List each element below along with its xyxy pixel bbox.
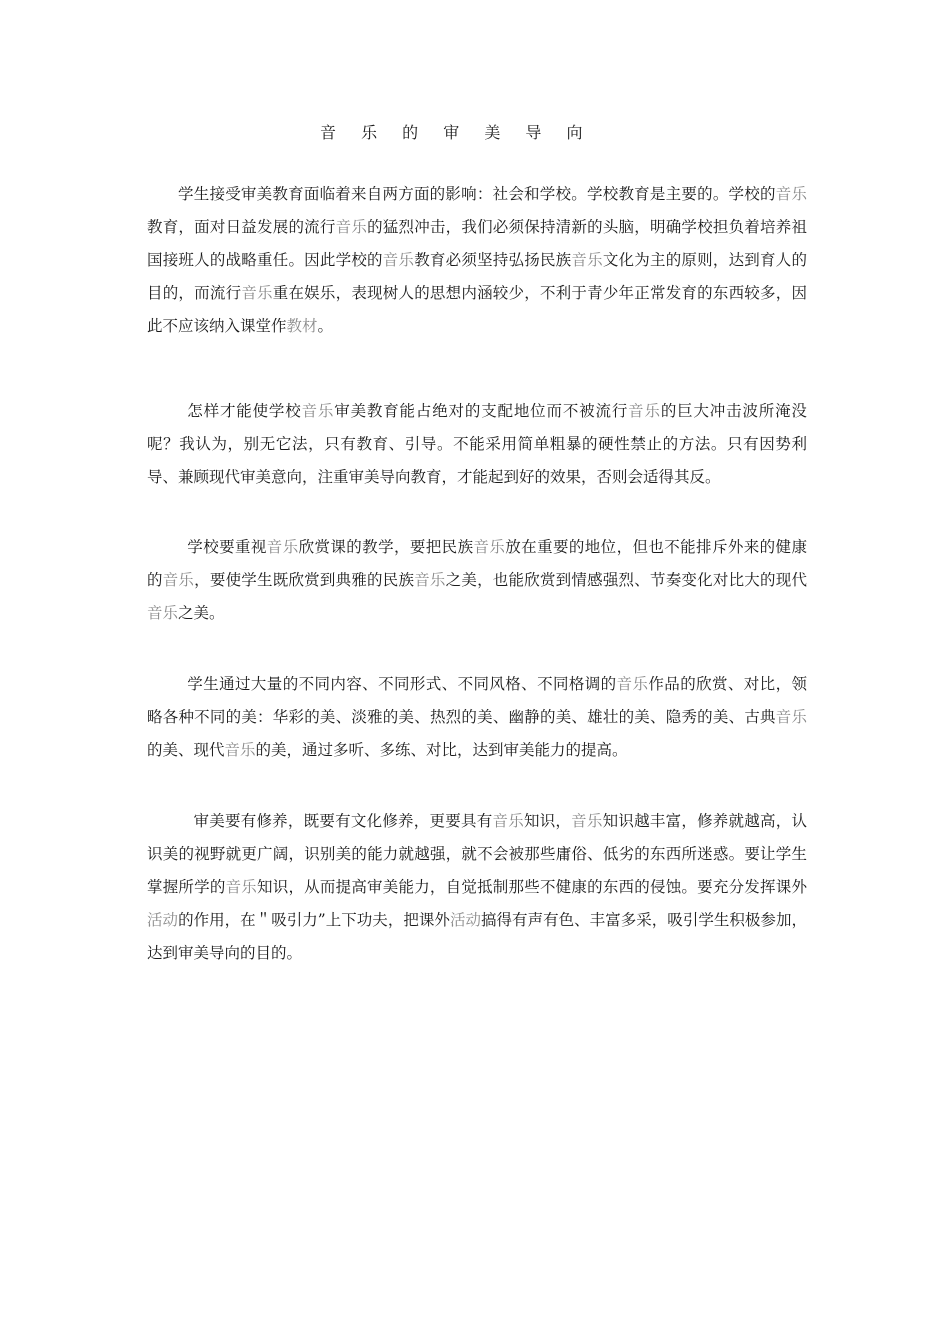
highlighted-term: 音乐 <box>162 571 195 589</box>
text-run: 欣赏课的教学，要把民族 <box>298 538 474 556</box>
highlighted-term: 活动 <box>449 911 481 929</box>
highlighted-term: 音乐 <box>775 708 807 726</box>
text-run: 的巨大冲击波所淹没呢？我认为，别无它法，只有教育、引导。不能采用简单粗暴的硬性禁止的方法。只有因势利导、兼顾现代审美意向，注重审美导向教育，才能起到好的效果，否则会适得其反。 <box>147 402 807 486</box>
text-run: 学生通过大量的不同内容、不同形式、不同风格、不同格调的 <box>187 675 617 693</box>
text-run: 的美、现代 <box>147 741 225 759</box>
highlighted-term: 音乐 <box>225 878 258 896</box>
highlighted-term: 音乐 <box>382 251 415 269</box>
text-run: 。 <box>317 317 334 335</box>
text-run: 搞得有声有色、丰富多采，吸引学生积极参加，达到审美导向的目的。 <box>147 911 807 962</box>
text-run: 学校要重视 <box>187 538 267 556</box>
text-run: 文化为主的原则，达到育人的目的，而流行 <box>147 251 807 302</box>
highlighted-term: 音乐 <box>628 402 661 420</box>
text-run: 之美。 <box>178 604 225 622</box>
highlighted-term: 教材 <box>286 317 318 335</box>
text-run: 审美教育能占绝对的支配地位而不被流行 <box>334 402 629 420</box>
highlighted-term: 音乐 <box>571 251 603 269</box>
highlighted-term: 音乐 <box>571 812 603 830</box>
text-run: 重在娱乐，表现树人的思想内涵较少，不利于青少年正常发育的东西较多，因此不应该纳入课堂作 <box>147 284 807 335</box>
highlighted-term: 音乐 <box>414 571 446 589</box>
highlighted-term: 音乐 <box>147 604 179 622</box>
highlighted-term: 音乐 <box>224 741 256 759</box>
highlighted-term: 活动 <box>147 911 179 929</box>
text-run: 的猛烈冲击，我们必须保持清新的头脑，明确学校担负着培养祖国接班人的战略重任。因此学校的 <box>147 218 807 269</box>
paragraph-5 <box>147 805 807 970</box>
text-run: 知识，从而提高审美能力，自觉抵制那些不健康的东西的侵蚀。要充分发挥课外 <box>257 878 807 896</box>
text-run: 学生接受审美教育面临着来自两方面的影响：社会和学校。学校教育是主要的。学校的 <box>178 185 776 203</box>
text-run: 的美，通过多听、多练、对比，达到审美能力的提高。 <box>255 741 628 759</box>
text-run: 怎样才能使学校 <box>187 402 302 420</box>
highlighted-term: 音乐 <box>492 812 524 830</box>
text-run: 知识越丰富，修养就越高，认识美的视野就更广阔，识别美的能力就越强，就不会被那些庸俗、低劣的东西所迷惑。要让学生掌握所学的 <box>147 812 807 896</box>
highlighted-term: 音乐 <box>301 402 335 420</box>
highlighted-term: 音乐 <box>335 218 368 236</box>
text-run: 放在重要的地位，但也不能排斥外来的健康的 <box>147 538 807 589</box>
highlighted-term: 音乐 <box>616 675 649 693</box>
highlighted-term: 音乐 <box>775 185 807 203</box>
text-run: 教育必须坚持弘扬民族 <box>414 251 572 269</box>
text-run: 知识， <box>523 812 572 830</box>
text-run: 作品的欣赏、对比，领略各种不同的美：华彩的美、淡雅的美、热烈的美、幽静的美、雄壮的美、隐秀的美、古典 <box>147 675 807 726</box>
document-title: 音 乐 的 审 美 导 向 <box>320 123 593 142</box>
highlighted-term: 音乐 <box>266 538 299 556</box>
text-run: 审美要有修养，既要有文化修养，更要具有 <box>193 812 493 830</box>
highlighted-term: 音乐 <box>241 284 273 302</box>
paragraph-4 <box>147 668 807 767</box>
text-run: ，要使学生既欣赏到典雅的民族 <box>194 571 415 589</box>
paragraph-2 <box>147 395 807 494</box>
text-run: 之美，也能欣赏到情感强烈、节奏变化对比大的现代 <box>445 571 807 589</box>
text-run: 的作用，在＂吸引力”上下功夫，把课外 <box>178 911 450 929</box>
text-run: 教育，面对日益发展的流行 <box>147 218 336 236</box>
paragraph-3 <box>147 531 807 630</box>
highlighted-term: 音乐 <box>473 538 506 556</box>
paragraph-1 <box>147 178 807 343</box>
